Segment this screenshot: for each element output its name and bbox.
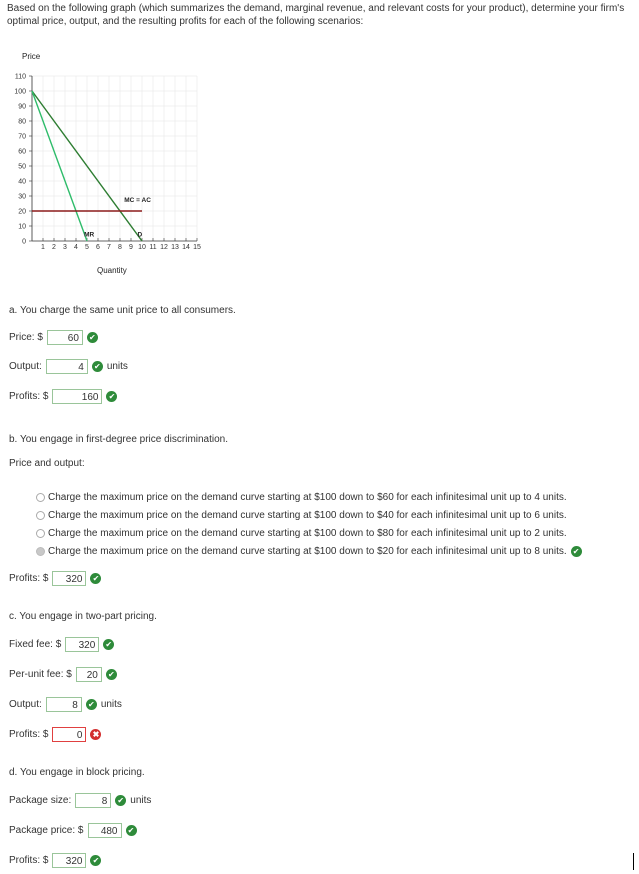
c-output-input[interactable]: 8 bbox=[46, 697, 82, 712]
question-a: a. You charge the same unit price to all consumers. bbox=[9, 305, 236, 316]
b-option[interactable] bbox=[36, 510, 567, 521]
y-tick-label: 50 bbox=[18, 163, 26, 171]
c-unit-fee-row bbox=[9, 667, 117, 682]
y-tick-label: 60 bbox=[18, 148, 26, 156]
check-icon: ✔ bbox=[103, 639, 114, 650]
d-size-row bbox=[9, 793, 151, 808]
x-tick-label: 4 bbox=[74, 244, 78, 251]
x-tick-label: 14 bbox=[182, 244, 190, 251]
a-profits-row bbox=[9, 389, 117, 404]
a-output-row bbox=[9, 359, 128, 374]
d-profits-row bbox=[9, 853, 101, 868]
tick-labels bbox=[14, 74, 201, 252]
y-tick-label: 20 bbox=[18, 208, 26, 216]
check-icon: ✔ bbox=[126, 825, 137, 836]
b-option[interactable] bbox=[36, 528, 567, 539]
d-size-label: Package size: bbox=[9, 795, 72, 806]
a-profits-label: Profits: $ bbox=[9, 391, 49, 402]
check-icon: ✔ bbox=[87, 332, 98, 343]
a-price-row bbox=[9, 330, 98, 345]
c-profits-input[interactable]: 0 bbox=[52, 727, 86, 742]
b-option-label: Charge the maximum price on the demand curve starting at $100 down to $20 for each infinitesimal unit up to 8 units. bbox=[48, 546, 567, 557]
d-profits-input[interactable]: 320 bbox=[52, 853, 86, 868]
b-profits-label: Profits: $ bbox=[9, 573, 49, 584]
question-c: c. You engage in two-part pricing. bbox=[9, 611, 157, 622]
c-fee-label: Fixed fee: $ bbox=[9, 639, 62, 650]
c-output-unit: units bbox=[100, 699, 122, 710]
radio-button[interactable] bbox=[36, 529, 45, 538]
x-tick-label: 15 bbox=[193, 244, 201, 251]
x-tick-label: 6 bbox=[96, 244, 100, 251]
x-tick-label: 7 bbox=[107, 244, 111, 251]
check-icon: ✔ bbox=[115, 795, 126, 806]
b-subheading: Price and output: bbox=[9, 458, 85, 469]
x-tick-label: 1 bbox=[41, 244, 45, 251]
radio-button[interactable] bbox=[36, 547, 45, 556]
b-option-label: Charge the maximum price on the demand curve starting at $100 down to $40 for each infinitesimal unit up to 6 units. bbox=[48, 510, 567, 521]
radio-button[interactable] bbox=[36, 493, 45, 502]
d-price-input[interactable]: 480 bbox=[88, 823, 122, 838]
x-tick-label: 13 bbox=[171, 244, 179, 251]
y-tick-label: 10 bbox=[18, 223, 26, 231]
a-output-unit: units bbox=[106, 361, 128, 372]
b-option-label: Charge the maximum price on the demand curve starting at $100 down to $60 for each infinitesimal unit up to 4 units. bbox=[48, 492, 567, 503]
d-profits-label: Profits: $ bbox=[9, 855, 49, 866]
y-tick-label: 70 bbox=[18, 133, 26, 141]
c-output-row bbox=[9, 697, 122, 712]
d-size-unit: units bbox=[130, 795, 152, 806]
annotation-label: MC = AC bbox=[124, 197, 151, 204]
d-price-label: Package price: $ bbox=[9, 825, 84, 836]
chart bbox=[0, 48, 260, 278]
check-icon: ✔ bbox=[92, 361, 103, 372]
x-tick-label: 12 bbox=[160, 244, 168, 251]
x-tick-label: 5 bbox=[85, 244, 89, 251]
check-icon: ✔ bbox=[90, 855, 101, 866]
a-price-label: Price: $ bbox=[9, 332, 43, 343]
y-tick-label: 110 bbox=[14, 73, 26, 81]
x-tick-label: 11 bbox=[149, 244, 157, 251]
annotation-label: MR bbox=[84, 231, 95, 239]
d-price-row bbox=[9, 823, 137, 838]
check-icon: ✔ bbox=[86, 699, 97, 710]
a-output-label: Output: bbox=[9, 361, 42, 372]
b-profits-input[interactable]: 320 bbox=[52, 571, 86, 586]
x-tick-label: 2 bbox=[52, 244, 56, 251]
intro-text: Based on the following graph (which summarizes the demand, marginal revenue, and relevant costs for your product), determine your firm's optimal price, output, and the resulting profits for each of the following scenarios: bbox=[7, 3, 625, 27]
check-icon: ✔ bbox=[106, 669, 117, 680]
b-option[interactable] bbox=[36, 546, 582, 557]
a-profits-input[interactable]: 160 bbox=[52, 389, 102, 404]
x-axis-label: Quantity bbox=[97, 266, 127, 275]
y-tick-label: 100 bbox=[14, 88, 26, 96]
y-axis-label: Price bbox=[22, 52, 41, 61]
c-fee-input[interactable]: 320 bbox=[65, 637, 99, 652]
c-profits-label: Profits: $ bbox=[9, 729, 49, 740]
question-b: b. You engage in first-degree price discrimination. bbox=[9, 434, 229, 445]
check-icon: ✔ bbox=[90, 573, 101, 584]
x-tick-label: 10 bbox=[138, 244, 146, 251]
x-tick-label: 3 bbox=[63, 244, 67, 251]
question-d: d. You engage in block pricing. bbox=[9, 767, 145, 778]
c-unit-fee-label: Per-unit fee: $ bbox=[9, 669, 72, 680]
c-unit-fee-input[interactable]: 20 bbox=[76, 667, 102, 682]
d-size-input[interactable]: 8 bbox=[75, 793, 111, 808]
radio-button[interactable] bbox=[36, 511, 45, 520]
y-tick-label: 0 bbox=[22, 238, 26, 246]
y-tick-label: 30 bbox=[18, 193, 26, 201]
text-cursor bbox=[633, 853, 634, 870]
x-tick-label: 8 bbox=[118, 244, 122, 251]
b-option-label: Charge the maximum price on the demand curve starting at $100 down to $80 for each infinitesimal unit up to 2 units. bbox=[48, 528, 567, 539]
y-tick-label: 40 bbox=[18, 178, 26, 186]
b-profits-row bbox=[9, 571, 101, 586]
c-fee-row bbox=[9, 637, 114, 652]
c-profits-row bbox=[9, 727, 101, 742]
check-icon: ✔ bbox=[106, 391, 117, 402]
check-icon: ✔ bbox=[571, 546, 582, 557]
x-tick-label: 9 bbox=[129, 244, 133, 251]
annotation-label: D bbox=[137, 231, 143, 239]
y-tick-label: 80 bbox=[18, 118, 26, 126]
c-output-label: Output: bbox=[9, 699, 42, 710]
annotations bbox=[84, 197, 151, 239]
cross-icon: ✖ bbox=[90, 729, 101, 740]
a-output-input[interactable]: 4 bbox=[46, 359, 88, 374]
a-price-input[interactable]: 60 bbox=[47, 330, 83, 345]
y-tick-label: 90 bbox=[18, 103, 26, 111]
b-option[interactable] bbox=[36, 492, 567, 503]
